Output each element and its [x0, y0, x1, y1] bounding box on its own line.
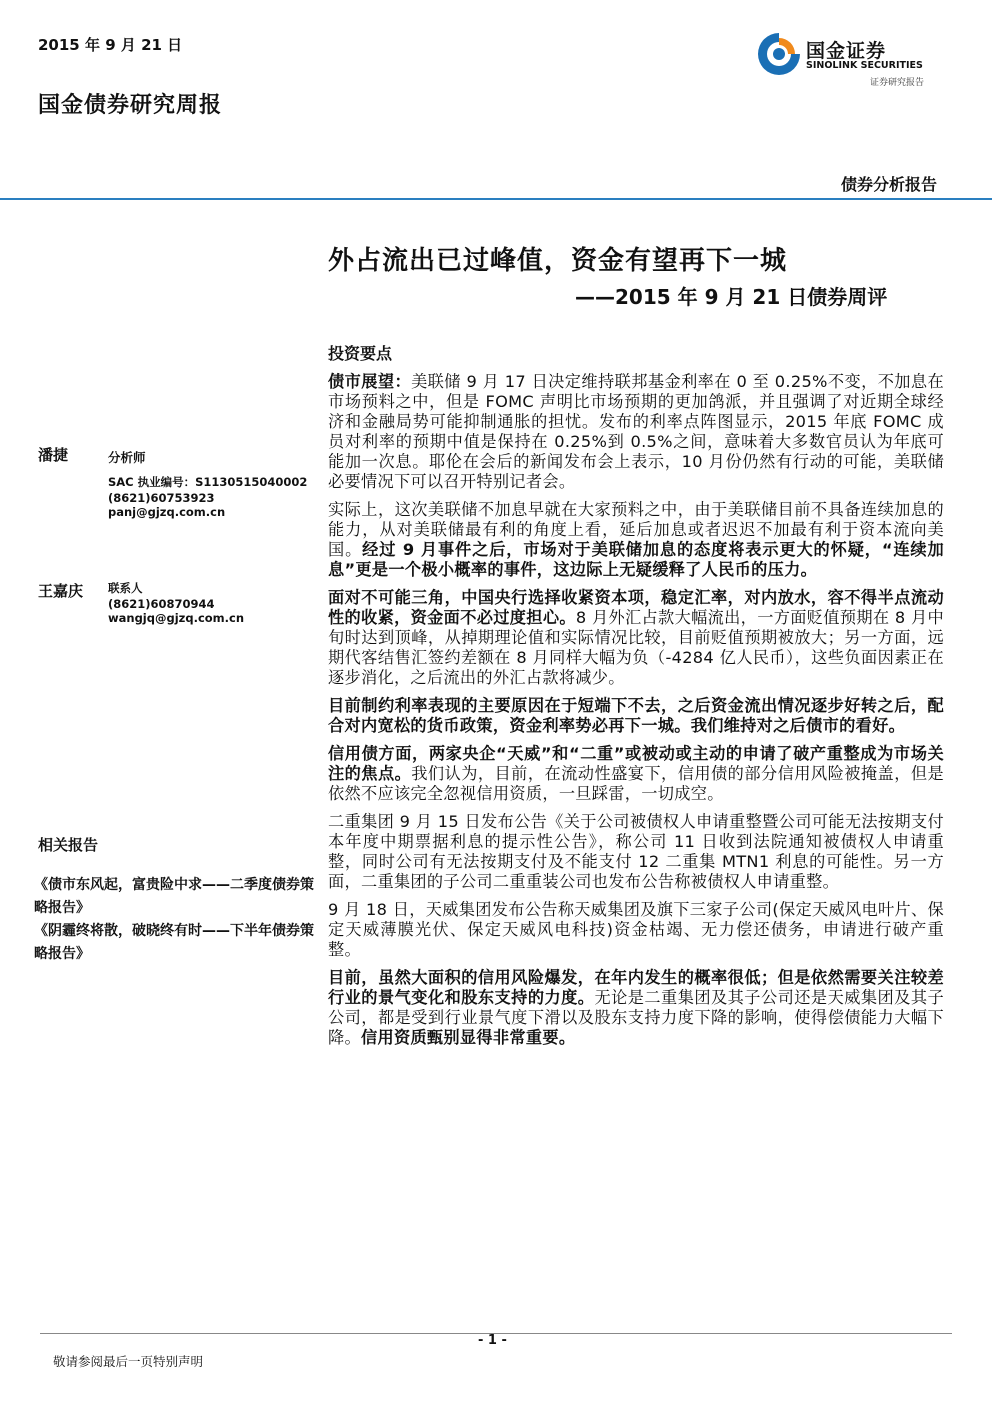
report-title: 外占流出已过峰值，资金有望再下一城: [328, 246, 788, 276]
report-subtitle: ——2015 年 9 月 21 日债券周评: [575, 285, 888, 309]
logo-subtitle: 证券研究报告: [870, 78, 925, 88]
series-title: 国金债券研究周报: [38, 93, 223, 118]
analyst-phone: (8621)60870944: [108, 597, 215, 611]
key-points-heading: 投资要点: [328, 344, 393, 363]
report-type: 债券分析报告: [840, 175, 937, 194]
analyst-name: 王嘉庆: [38, 582, 84, 600]
report-body: [328, 372, 944, 1056]
body-paragraph: 目前制约利率表现的主要原因在于短端下不去，之后资金流出情况逐步好转之后，配合对内宽松的货币政策，资金利率势必再下一城。我们维持对之后债市的看好。: [328, 696, 944, 735]
sinolink-logo-icon: [755, 30, 803, 78]
header-divider: [0, 198, 992, 200]
analyst-name: 潘捷: [38, 446, 69, 464]
logo-name-en: SINOLINK SECURITIES: [806, 60, 923, 71]
footer-disclaimer: 敬请参阅最后一页特别声明: [53, 1354, 204, 1369]
analyst-cert: SAC 执业编号：S1130515040002: [108, 475, 308, 489]
body-paragraph: 目前，虽然大面积的信用风险爆发，在年内发生的概率很低；但是依然需要关注较差行业的景气变化和股东支持的力度。无论是二重集团及其子公司还是天威集团及其子公司，都是受到行业景气度下滑以及股东支持力度下降的影响，使得偿债能力大幅下降。信用资质甄别显得非常重要。: [328, 968, 944, 1047]
analyst-role: 联系人: [108, 581, 143, 595]
body-paragraph: 二重集团 9 月 15 日发布公告《关于公司被债权人申请重整暨公司可能无法按期支付本年度中期票据利息的提示性公告》，称公司 11 日收到法院通知被债权人申请重整，同时公司有无法按期支付及不能支付 12 二重集 MTN1 利息的可能性。另一方面，二重集团的子公司二重重装公司也发布公告称被债权人申请重整。: [328, 812, 944, 891]
analyst-email[interactable]: wangjq@gjzq.com.cn: [108, 611, 245, 625]
analyst-phone: (8621)60753923: [108, 491, 215, 505]
body-paragraph: 9 月 18 日，天威集团发布公告称天威集团及旗下三家子公司(保定天威风电叶片、保定天威薄膜光伏、保定天威风电科技)资金枯竭、无力偿还债务，申请进行破产重整。: [328, 900, 944, 959]
related-reports-heading: 相关报告: [38, 836, 99, 854]
logo-name-cn: 国金证券: [806, 40, 887, 62]
related-report-link[interactable]: 《阴霾终将散，破晓终有时——下半年债券策略报告》: [34, 923, 314, 962]
analyst-role: 分析师: [108, 450, 146, 465]
report-date: 2015 年 9 月 21 日: [38, 36, 183, 54]
related-report-link[interactable]: 《债市东风起，富贵险中求——二季度债券策略报告》: [34, 877, 314, 916]
body-paragraph: 信用债方面，两家央企“天威”和“二重”或被动或主动的申请了破产重整成为市场关注的焦点。我们认为，目前，在流动性盛宴下，信用债的部分信用风险被掩盖，但是依然不应该完全忽视信用资质，一旦踩雷，一切成空。: [328, 744, 944, 803]
analyst-email[interactable]: panj@gjzq.com.cn: [108, 505, 226, 519]
body-paragraph: 债市展望：美联储 9 月 17 日决定维持联邦基金利率在 0 至 0.25%不变，不加息在市场预料之中，但是 FOMC 声明比市场预期的更加鸽派，并且强调了对近期全球经济和金融局势可能抑制通胀的担忧。发布的利率点阵图显示，2015 年底 FOMC 成员对利率的预期中值是保持在 0.25%到 0.5%之间，意味着大多数官员认为年底可能加一次息。耶伦在会后的新闻发布会上表示，10 月份仍然有行动的可能，美联储必要情况下可以召开特别记者会。: [328, 372, 945, 491]
body-paragraph: 实际上，这次美联储不加息早就在大家预料之中，由于美联储目前不具备连续加息的能力，从对美联储最有利的角度上看，延后加息或者迟迟不加最有利于资本流向美国。经过 9 月事件之后，市场对于美联储加息的态度将表示更大的怀疑，“连续加息”更是一个极小概率的事件，这边际上无疑缓释了人民币的压力。: [328, 500, 944, 579]
page-number: - 1 -: [478, 1333, 507, 1348]
body-paragraph: 面对不可能三角，中国央行选择收紧资本项，稳定汇率，对内放水，容不得半点流动性的收紧，资金面不必过度担心。8 月外汇占款大幅流出，一方面贬值预期在 8 月中旬时达到顶峰，从掉期理论值和实际情况比较，目前贬值预期被放大；另一方面，远期代客结售汇签约差额在 8 月同样大幅为负（-4284 亿人民币），这些负面因素正在逐步消化，之后流出的外汇占款将减少。: [328, 588, 944, 687]
